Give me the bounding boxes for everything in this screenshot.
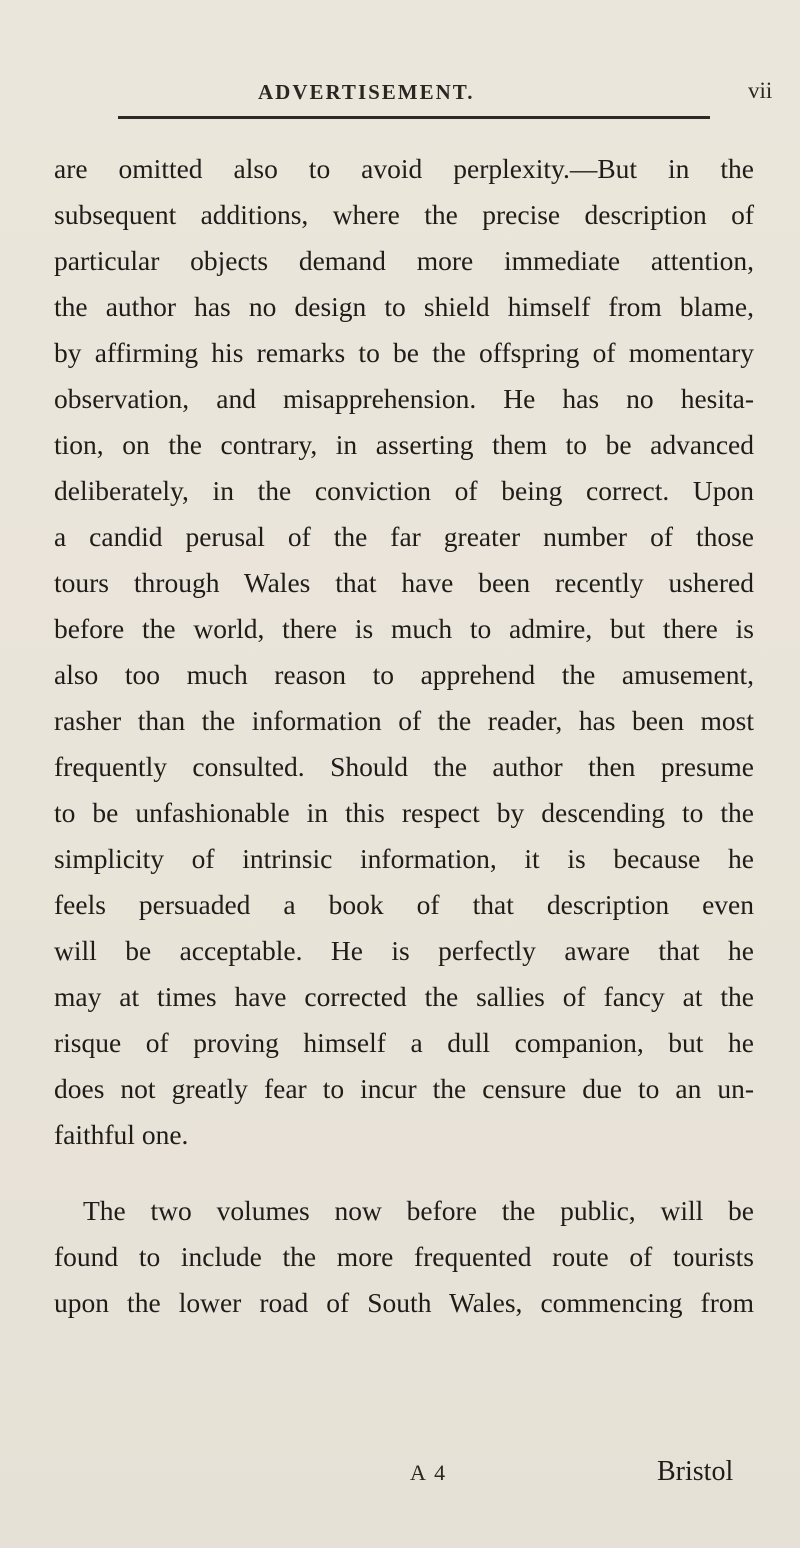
page-number: vii <box>748 78 773 103</box>
text-line: to be unfashionable in this respect by descending to the <box>54 797 754 828</box>
text-line: frequently consulted. Should the author then presume <box>54 751 754 782</box>
signature-mark: A 4 <box>410 1460 448 1485</box>
catchword: Bristol <box>657 1456 734 1487</box>
text-line: The two volumes now before the public, will be <box>83 1195 754 1226</box>
text-line: particular objects demand more immediate attention, <box>54 245 754 276</box>
text-line: by affirming his remarks to be the offspring of momentary <box>54 337 754 368</box>
text-line: simplicity of intrinsic information, it is because he <box>54 843 754 874</box>
running-head: ADVERTISEMENT. <box>258 80 475 104</box>
page-footer <box>0 1456 800 1500</box>
text-line: before the world, there is much to admire, but there is <box>54 613 754 644</box>
text-line: does not greatly fear to incur the censure due to an un- <box>54 1073 754 1104</box>
text-line: faithful one. <box>54 1119 189 1150</box>
paragraph-2 <box>54 1188 754 1326</box>
text-line: subsequent additions, where the precise description of <box>54 199 754 230</box>
text-line: deliberately, in the conviction of being correct. Upon <box>54 475 754 506</box>
text-line: will be acceptable. He is perfectly aware that he <box>54 935 754 966</box>
text-line: are omitted also to avoid perplexity.—But in the <box>54 153 754 184</box>
text-line: also too much reason to apprehend the amusement, <box>54 659 754 690</box>
text-line: feels persuaded a book of that description even <box>54 889 754 920</box>
paragraph-spacer <box>54 1158 754 1188</box>
text-line: rasher than the information of the reader, has been most <box>54 705 754 736</box>
paragraph-1 <box>54 146 754 1158</box>
body-text <box>54 146 754 1326</box>
text-line: may at times have corrected the sallies of fancy at the <box>54 981 754 1012</box>
text-line: a candid perusal of the far greater number of those <box>54 521 754 552</box>
text-line: the author has no design to shield himself from blame, <box>54 291 754 322</box>
text-line: tion, on the contrary, in asserting them to be advanced <box>54 429 754 460</box>
header-rule <box>118 116 710 119</box>
text-line: upon the lower road of South Wales, commencing from <box>54 1287 754 1318</box>
text-line: observation, and misapprehension. He has no hesita- <box>54 383 754 414</box>
text-line: found to include the more frequented route of tourists <box>54 1241 754 1272</box>
text-line: tours through Wales that have been recently ushered <box>54 567 754 598</box>
text-line: risque of proving himself a dull companion, but he <box>54 1027 754 1058</box>
